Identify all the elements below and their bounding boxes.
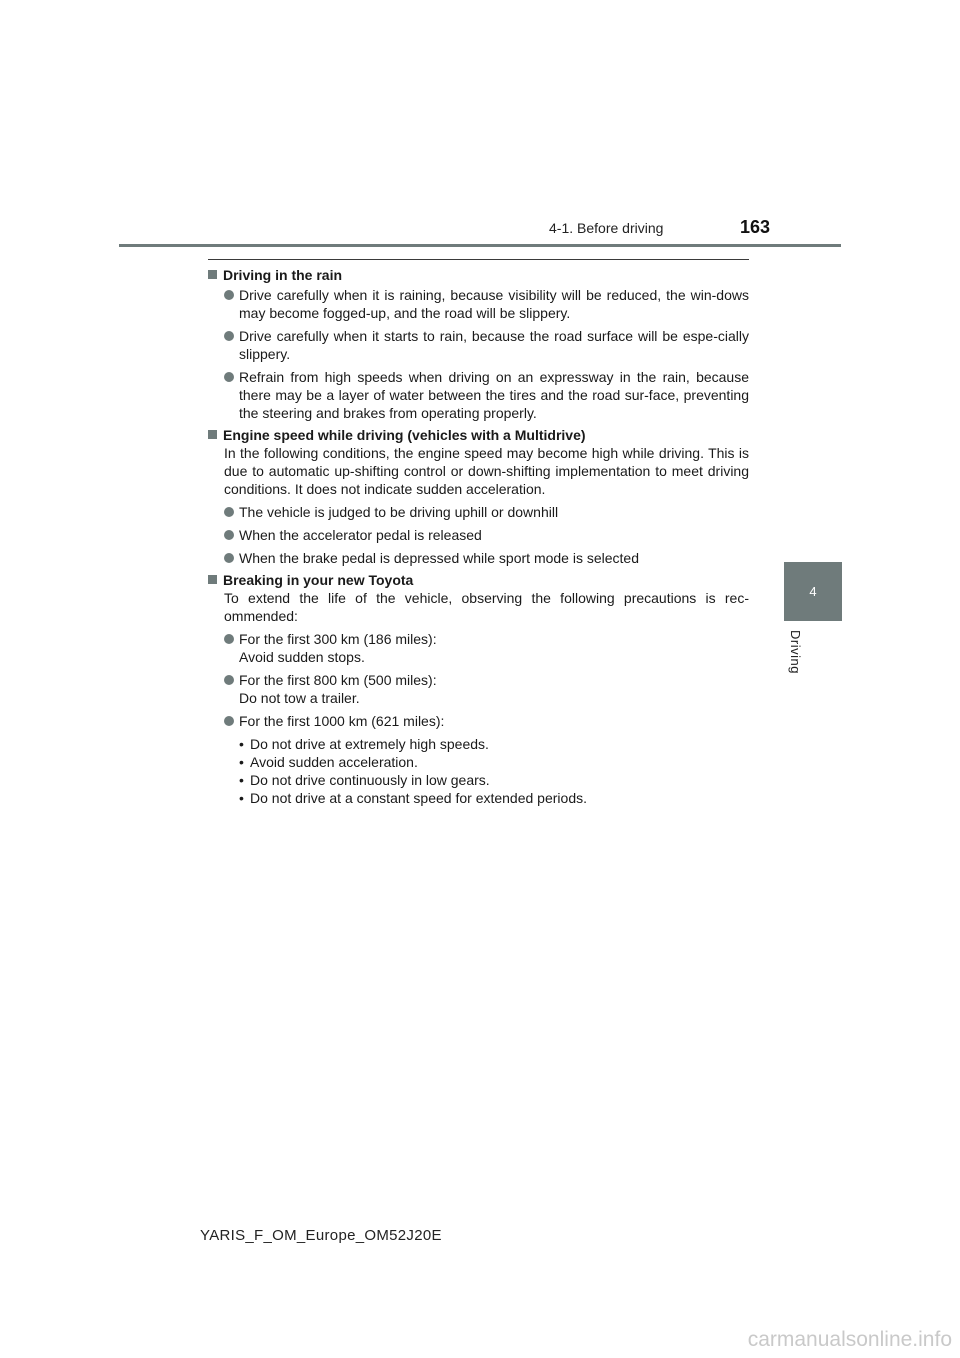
header-divider <box>119 244 841 247</box>
list-item <box>224 712 749 730</box>
chapter-tab-number: 4 <box>809 584 817 599</box>
list-item <box>224 671 749 707</box>
section-heading <box>208 571 749 589</box>
round-bullet-icon <box>224 290 234 300</box>
chapter-tab[interactable] <box>784 562 842 621</box>
list-item-text: When the brake pedal is depressed while sport mode is selected <box>239 550 639 566</box>
sub-bullet-icon: • <box>239 754 244 770</box>
section-heading-text: Engine speed while driving (vehicles with a Multidrive) <box>223 427 586 443</box>
square-bullet-icon <box>208 430 217 439</box>
list-item-text <box>239 630 749 666</box>
round-bullet-icon <box>224 530 234 540</box>
round-bullet-icon <box>224 507 234 517</box>
list-item-text: Drive carefully when it starts to rain, because the road surface will be espe-cially slippery. <box>239 328 749 362</box>
page-number: 163 <box>740 217 771 237</box>
section-heading <box>208 266 749 284</box>
list-item-line: Do not tow a trailer. <box>239 690 360 706</box>
section-heading-text: Breaking in your new Toyota <box>223 572 414 588</box>
list-item-line: For the first 1000 km (621 miles): <box>239 713 445 729</box>
list-item-line: For the first 800 km (500 miles): <box>239 672 437 688</box>
page-content <box>208 266 749 807</box>
list-item-text: The vehicle is judged to be driving uphill or downhill <box>239 504 559 520</box>
list-item-text: When the accelerator pedal is released <box>239 527 482 543</box>
section-heading-text: Driving in the rain <box>223 267 343 283</box>
list-item <box>224 503 749 521</box>
list-item <box>224 526 749 544</box>
section-paragraph: To extend the life of the vehicle, observing the following precautions is rec-ommended: <box>224 590 749 624</box>
sub-list <box>239 735 749 807</box>
sub-bullet-icon: • <box>239 736 244 752</box>
round-bullet-icon <box>224 634 234 644</box>
sub-list-item <box>239 753 749 771</box>
list-item-line: For the first 300 km (186 miles): <box>239 631 437 647</box>
round-bullet-icon <box>224 372 234 382</box>
content-divider <box>208 259 749 260</box>
list-item <box>224 327 749 363</box>
list-item-text: Refrain from high speeds when driving on an expressway in the rain, because there may be a layer of water between the tires and the road sur-face, preventing the steering and brakes from operating properly. <box>239 369 749 421</box>
list-item-text <box>239 671 749 707</box>
list-item-text <box>239 712 749 730</box>
list-item-line: Avoid sudden stops. <box>239 649 365 665</box>
list-item <box>224 286 749 322</box>
section-paragraph: In the following conditions, the engine speed may become high while driving. This is due to automatic up-shifting control or down-shifting implementation to meet driving conditions. It does not indicate sudden acceleration. <box>224 445 749 497</box>
round-bullet-icon <box>224 331 234 341</box>
sub-list-item <box>239 789 749 807</box>
list-item <box>224 368 749 422</box>
sub-bullet-icon: • <box>239 772 244 788</box>
header-section-title: 4-1. Before driving <box>549 220 664 236</box>
round-bullet-icon <box>224 675 234 685</box>
list-item <box>224 630 749 666</box>
chapter-tab-label: Driving <box>788 630 803 674</box>
round-bullet-icon <box>224 553 234 563</box>
sub-list-item <box>239 771 749 789</box>
list-item <box>224 549 749 567</box>
section-heading <box>208 426 749 444</box>
sub-list-item-text: Do not drive at extremely high speeds. <box>250 736 489 752</box>
sub-list-item-text: Avoid sudden acceleration. <box>250 754 418 770</box>
square-bullet-icon <box>208 270 217 279</box>
list-item-text: Drive carefully when it is raining, because visibility will be reduced, the win-dows may become fogged-up, and the road will be slippery. <box>239 287 749 321</box>
sub-list-item-text: Do not drive at a constant speed for extended periods. <box>250 790 587 806</box>
document-id: YARIS_F_OM_Europe_OM52J20E <box>200 1227 442 1244</box>
sub-list-item <box>239 735 749 753</box>
watermark: carmanualsonline.info <box>747 1328 952 1351</box>
round-bullet-icon <box>224 716 234 726</box>
sub-bullet-icon: • <box>239 790 244 806</box>
square-bullet-icon <box>208 575 217 584</box>
sub-list-item-text: Do not drive continuously in low gears. <box>250 772 490 788</box>
